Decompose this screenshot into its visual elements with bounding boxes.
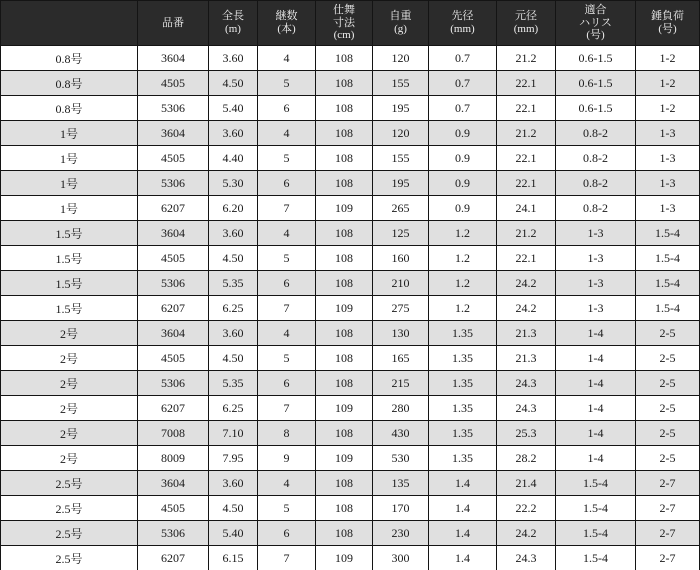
size-cell: 1.5号 (1, 296, 138, 321)
column-header-line: 全長 (222, 10, 244, 23)
size-cell: 1号 (1, 171, 138, 196)
cell-model: 3604 (138, 471, 209, 496)
cell-weight: 120 (373, 46, 429, 71)
cell-butt-diameter: 21.2 (497, 46, 556, 71)
cell-tip-diameter: 1.2 (429, 296, 497, 321)
cell-sections: 5 (258, 246, 316, 271)
table-row (1, 321, 700, 346)
cell-model: 7008 (138, 421, 209, 446)
cell-weight: 120 (373, 121, 429, 146)
cell-tip-diameter: 1.4 (429, 521, 497, 546)
cell-sections: 5 (258, 496, 316, 521)
cell-weight: 275 (373, 296, 429, 321)
cell-weight: 160 (373, 246, 429, 271)
cell-closed-length: 108 (316, 321, 373, 346)
cell-sections: 6 (258, 171, 316, 196)
cell-model: 3604 (138, 121, 209, 146)
cell-butt-diameter: 24.3 (497, 546, 556, 570)
cell-sinker-load: 1-2 (636, 46, 700, 71)
table-row (1, 471, 700, 496)
cell-length: 6.25 (209, 396, 258, 421)
cell-weight: 430 (373, 421, 429, 446)
table-row (1, 121, 700, 146)
cell-sections: 7 (258, 196, 316, 221)
cell-closed-length: 109 (316, 196, 373, 221)
cell-sections: 4 (258, 46, 316, 71)
cell-sinker-load: 1.5-4 (636, 296, 700, 321)
size-cell: 2号 (1, 346, 138, 371)
cell-closed-length: 108 (316, 121, 373, 146)
cell-sections: 5 (258, 346, 316, 371)
cell-closed-length: 108 (316, 146, 373, 171)
cell-model: 5306 (138, 96, 209, 121)
cell-tip-diameter: 1.2 (429, 271, 497, 296)
table-row (1, 71, 700, 96)
cell-sections: 7 (258, 296, 316, 321)
column-header-line: 先径 (451, 10, 474, 23)
cell-length: 5.35 (209, 371, 258, 396)
cell-tip-diameter: 1.35 (429, 446, 497, 471)
cell-closed-length: 109 (316, 296, 373, 321)
cell-length: 6.20 (209, 196, 258, 221)
cell-closed-length: 108 (316, 71, 373, 96)
cell-model: 5306 (138, 521, 209, 546)
cell-weight: 170 (373, 496, 429, 521)
cell-sections: 6 (258, 96, 316, 121)
cell-tip-diameter: 0.7 (429, 46, 497, 71)
cell-line-rating: 0.8-2 (556, 171, 636, 196)
cell-length: 5.40 (209, 96, 258, 121)
cell-length: 4.50 (209, 246, 258, 271)
cell-sinker-load: 1-2 (636, 71, 700, 96)
cell-tip-diameter: 1.35 (429, 371, 497, 396)
column-header-line: 錘負荷 (651, 10, 684, 23)
column-header-butt-diameter (497, 1, 556, 46)
cell-length: 4.40 (209, 146, 258, 171)
cell-model: 4505 (138, 496, 209, 521)
cell-sinker-load: 2-5 (636, 421, 700, 446)
size-cell: 1.5号 (1, 271, 138, 296)
cell-closed-length: 108 (316, 46, 373, 71)
cell-weight: 135 (373, 471, 429, 496)
cell-closed-length: 108 (316, 346, 373, 371)
column-header-line: (cm) (333, 29, 355, 42)
cell-length: 5.30 (209, 171, 258, 196)
table-row (1, 346, 700, 371)
cell-model: 5306 (138, 171, 209, 196)
cell-tip-diameter: 0.9 (429, 196, 497, 221)
cell-weight: 155 (373, 71, 429, 96)
cell-sections: 6 (258, 271, 316, 296)
cell-tip-diameter: 0.7 (429, 96, 497, 121)
cell-line-rating: 1-4 (556, 446, 636, 471)
column-header-line: (mm) (513, 23, 539, 35)
cell-line-rating: 1.5-4 (556, 521, 636, 546)
cell-sinker-load: 1-3 (636, 146, 700, 171)
cell-butt-diameter: 21.2 (497, 221, 556, 246)
cell-tip-diameter: 1.35 (429, 321, 497, 346)
cell-sinker-load: 2-5 (636, 371, 700, 396)
cell-tip-diameter: 1.35 (429, 396, 497, 421)
size-cell: 2号 (1, 321, 138, 346)
cell-weight: 230 (373, 521, 429, 546)
cell-butt-diameter: 21.3 (497, 346, 556, 371)
cell-line-rating: 1.5-4 (556, 546, 636, 570)
table-row (1, 446, 700, 471)
cell-sinker-load: 1-3 (636, 196, 700, 221)
cell-length: 4.50 (209, 71, 258, 96)
cell-butt-diameter: 22.1 (497, 146, 556, 171)
cell-length: 6.25 (209, 296, 258, 321)
table-row (1, 521, 700, 546)
size-cell: 0.8号 (1, 96, 138, 121)
cell-weight: 155 (373, 146, 429, 171)
column-header-line: 継数 (275, 10, 298, 23)
cell-closed-length: 109 (316, 396, 373, 421)
cell-weight: 210 (373, 271, 429, 296)
cell-tip-diameter: 1.35 (429, 346, 497, 371)
cell-closed-length: 108 (316, 221, 373, 246)
table-row (1, 96, 700, 121)
cell-length: 7.10 (209, 421, 258, 446)
cell-line-rating: 1-4 (556, 421, 636, 446)
cell-model: 8009 (138, 446, 209, 471)
table-row (1, 196, 700, 221)
cell-sinker-load: 2-5 (636, 396, 700, 421)
column-header-line: (号) (586, 29, 605, 42)
cell-sections: 4 (258, 321, 316, 346)
cell-weight: 530 (373, 446, 429, 471)
cell-line-rating: 1-4 (556, 371, 636, 396)
cell-model: 5306 (138, 271, 209, 296)
cell-line-rating: 0.6-1.5 (556, 96, 636, 121)
cell-closed-length: 108 (316, 171, 373, 196)
size-cell: 2.5号 (1, 496, 138, 521)
cell-sinker-load: 2-5 (636, 446, 700, 471)
table-header-row (1, 1, 700, 46)
cell-model: 4505 (138, 346, 209, 371)
cell-sections: 4 (258, 221, 316, 246)
cell-tip-diameter: 0.9 (429, 171, 497, 196)
cell-weight: 125 (373, 221, 429, 246)
cell-butt-diameter: 21.3 (497, 321, 556, 346)
cell-length: 3.60 (209, 321, 258, 346)
column-header-sinker-load (636, 1, 700, 46)
column-header-line: 元径 (515, 10, 537, 23)
cell-tip-diameter: 1.4 (429, 496, 497, 521)
size-cell: 0.8号 (1, 71, 138, 96)
table-row (1, 496, 700, 521)
cell-length: 7.95 (209, 446, 258, 471)
table-row (1, 171, 700, 196)
cell-sections: 8 (258, 421, 316, 446)
column-header-length (209, 1, 258, 46)
column-header-weight (373, 1, 429, 46)
cell-model: 3604 (138, 321, 209, 346)
table-row (1, 371, 700, 396)
cell-closed-length: 108 (316, 371, 373, 396)
table-row (1, 421, 700, 446)
size-cell: 2.5号 (1, 521, 138, 546)
cell-sinker-load: 1.5-4 (636, 246, 700, 271)
table-row (1, 546, 700, 570)
cell-sinker-load: 2-7 (636, 471, 700, 496)
cell-closed-length: 108 (316, 246, 373, 271)
cell-closed-length: 108 (316, 521, 373, 546)
column-header-line: (本) (277, 23, 296, 35)
size-cell: 0.8号 (1, 46, 138, 71)
cell-length: 3.60 (209, 121, 258, 146)
cell-sections: 7 (258, 546, 316, 570)
cell-line-rating: 1-4 (556, 346, 636, 371)
cell-butt-diameter: 24.3 (497, 371, 556, 396)
column-header-line: 仕舞 (333, 3, 355, 16)
size-cell: 2.5号 (1, 546, 138, 570)
cell-sinker-load: 1.5-4 (636, 271, 700, 296)
cell-length: 3.60 (209, 46, 258, 71)
cell-line-rating: 0.6-1.5 (556, 71, 636, 96)
cell-weight: 265 (373, 196, 429, 221)
cell-line-rating: 1-4 (556, 396, 636, 421)
cell-line-rating: 1-3 (556, 221, 636, 246)
column-header-closed-length (316, 1, 373, 46)
cell-length: 3.60 (209, 471, 258, 496)
column-header-size (1, 1, 138, 46)
cell-butt-diameter: 21.4 (497, 471, 556, 496)
cell-tip-diameter: 1.4 (429, 471, 497, 496)
column-header-line: 寸法 (333, 16, 355, 29)
column-header-line: ハリス (579, 16, 612, 29)
cell-butt-diameter: 24.2 (497, 296, 556, 321)
cell-butt-diameter: 28.2 (497, 446, 556, 471)
cell-tip-diameter: 1.4 (429, 546, 497, 570)
column-header-line: 適合 (584, 3, 607, 16)
cell-length: 3.60 (209, 221, 258, 246)
cell-sections: 5 (258, 146, 316, 171)
cell-closed-length: 108 (316, 496, 373, 521)
size-cell: 1号 (1, 196, 138, 221)
cell-closed-length: 108 (316, 421, 373, 446)
column-header-sections (258, 1, 316, 46)
table-row (1, 46, 700, 71)
cell-line-rating: 0.6-1.5 (556, 46, 636, 71)
size-cell: 1号 (1, 146, 138, 171)
cell-length: 4.50 (209, 346, 258, 371)
cell-line-rating: 1.5-4 (556, 496, 636, 521)
cell-sinker-load: 2-7 (636, 521, 700, 546)
cell-tip-diameter: 0.9 (429, 146, 497, 171)
cell-sinker-load: 1.5-4 (636, 221, 700, 246)
cell-butt-diameter: 22.1 (497, 171, 556, 196)
table-row (1, 271, 700, 296)
size-cell: 2.5号 (1, 471, 138, 496)
cell-sinker-load: 2-7 (636, 546, 700, 570)
cell-sinker-load: 2-5 (636, 346, 700, 371)
column-header-tip-diameter (429, 1, 497, 46)
size-cell: 2号 (1, 371, 138, 396)
cell-weight: 280 (373, 396, 429, 421)
cell-sinker-load: 1-3 (636, 171, 700, 196)
cell-butt-diameter: 25.3 (497, 421, 556, 446)
size-cell: 2号 (1, 421, 138, 446)
cell-weight: 215 (373, 371, 429, 396)
cell-line-rating: 1-3 (556, 296, 636, 321)
size-cell: 2号 (1, 396, 138, 421)
cell-sinker-load: 1-3 (636, 121, 700, 146)
column-header-line: (mm) (450, 23, 475, 35)
cell-sections: 6 (258, 371, 316, 396)
column-header-model (138, 1, 209, 46)
cell-weight: 300 (373, 546, 429, 570)
cell-tip-diameter: 1.35 (429, 421, 497, 446)
cell-line-rating: 1-4 (556, 321, 636, 346)
cell-model: 5306 (138, 371, 209, 396)
cell-model: 4505 (138, 146, 209, 171)
cell-closed-length: 108 (316, 271, 373, 296)
table-row (1, 296, 700, 321)
cell-sections: 6 (258, 521, 316, 546)
cell-line-rating: 0.8-2 (556, 196, 636, 221)
column-header-line: (m) (225, 23, 241, 35)
cell-closed-length: 108 (316, 96, 373, 121)
cell-butt-diameter: 24.2 (497, 271, 556, 296)
cell-weight: 195 (373, 171, 429, 196)
cell-line-rating: 1-3 (556, 271, 636, 296)
cell-line-rating: 0.8-2 (556, 146, 636, 171)
cell-model: 3604 (138, 221, 209, 246)
cell-butt-diameter: 21.2 (497, 121, 556, 146)
cell-butt-diameter: 22.2 (497, 496, 556, 521)
size-cell: 2号 (1, 446, 138, 471)
table-row (1, 396, 700, 421)
cell-model: 4505 (138, 246, 209, 271)
cell-model: 3604 (138, 46, 209, 71)
cell-closed-length: 109 (316, 546, 373, 570)
cell-model: 6207 (138, 546, 209, 570)
cell-line-rating: 1-3 (556, 246, 636, 271)
size-cell: 1.5号 (1, 221, 138, 246)
cell-sinker-load: 2-5 (636, 321, 700, 346)
cell-weight: 195 (373, 96, 429, 121)
table-row (1, 146, 700, 171)
cell-length: 4.50 (209, 496, 258, 521)
table-row (1, 221, 700, 246)
cell-sections: 4 (258, 121, 316, 146)
cell-model: 6207 (138, 396, 209, 421)
cell-sections: 4 (258, 471, 316, 496)
cell-sinker-load: 1-2 (636, 96, 700, 121)
cell-weight: 130 (373, 321, 429, 346)
column-header-line: 品番 (162, 16, 184, 29)
table-body (1, 46, 700, 570)
cell-sinker-load: 2-7 (636, 496, 700, 521)
cell-butt-diameter: 22.1 (497, 246, 556, 271)
cell-tip-diameter: 0.9 (429, 121, 497, 146)
cell-length: 5.35 (209, 271, 258, 296)
column-header-line: 自重 (389, 10, 412, 23)
cell-model: 4505 (138, 71, 209, 96)
cell-length: 6.15 (209, 546, 258, 570)
cell-butt-diameter: 24.2 (497, 521, 556, 546)
cell-sections: 7 (258, 396, 316, 421)
cell-butt-diameter: 24.1 (497, 196, 556, 221)
cell-model: 6207 (138, 296, 209, 321)
cell-closed-length: 109 (316, 446, 373, 471)
table-row (1, 246, 700, 271)
cell-sections: 5 (258, 71, 316, 96)
cell-sections: 9 (258, 446, 316, 471)
cell-tip-diameter: 0.7 (429, 71, 497, 96)
column-header-line-rating (556, 1, 636, 46)
cell-closed-length: 108 (316, 471, 373, 496)
size-cell: 1.5号 (1, 246, 138, 271)
cell-butt-diameter: 22.1 (497, 96, 556, 121)
cell-tip-diameter: 1.2 (429, 221, 497, 246)
cell-tip-diameter: 1.2 (429, 246, 497, 271)
cell-weight: 165 (373, 346, 429, 371)
cell-model: 6207 (138, 196, 209, 221)
column-header-line: (号) (658, 23, 677, 35)
column-header-line: (g) (394, 23, 407, 35)
cell-length: 5.40 (209, 521, 258, 546)
size-cell: 1号 (1, 121, 138, 146)
cell-butt-diameter: 22.1 (497, 71, 556, 96)
table-header (1, 1, 700, 46)
cell-line-rating: 0.8-2 (556, 121, 636, 146)
cell-butt-diameter: 24.3 (497, 396, 556, 421)
cell-line-rating: 1.5-4 (556, 471, 636, 496)
